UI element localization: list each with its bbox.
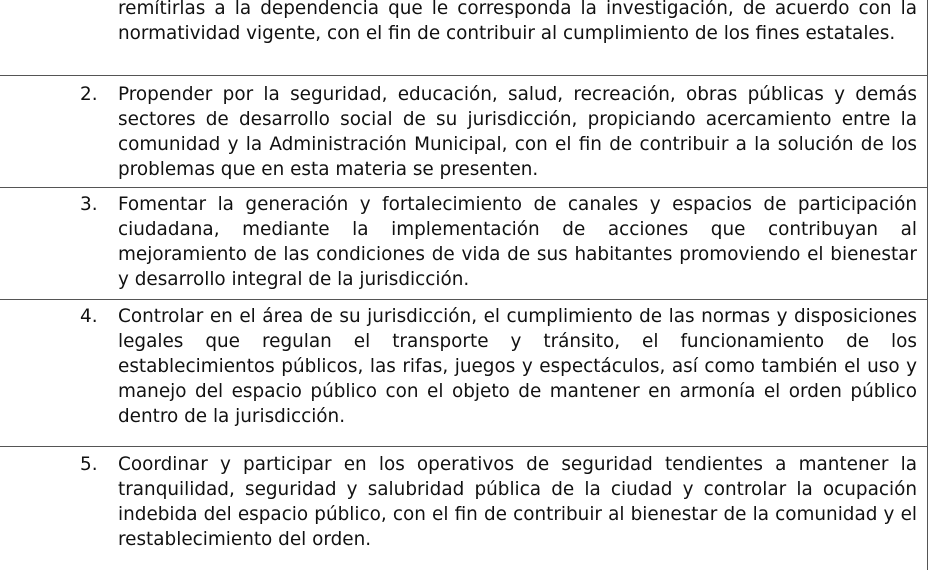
table-row-continued — [0, 0, 927, 75]
item-number: 2. — [80, 84, 98, 105]
table-row-item-5 — [0, 446, 927, 570]
table-row-item-4 — [0, 299, 927, 446]
item-number: 5. — [80, 454, 98, 475]
item-text: Controlar en el área de su jurisdicción, el cumplimiento de las normas y disposiciones legales que regulan el transporte y tránsito, el funcionamiento de los establecimientos públicos, las rifas, juegos y espectáculos, así como también el uso y manejo del espacio público con el objeto de mantener en armonía el orden público dentro de la jurisdicción. — [118, 306, 917, 427]
table-row-item-2 — [0, 75, 927, 187]
item-text: remítirlas a la dependencia que le corresponda la investigación, de acuerdo con la normatividad vigente, con el fin de contribuir al cumplimiento de los fines estatales. — [118, 0, 917, 44]
item-text: Propender por la seguridad, educación, salud, recreación, obras públicas y demás sectores de desarrollo social de su jurisdicción, propiciando acercamiento entre la comunidad y la Administración Municipal, con el fin de contribuir a la solución de los problemas que en esta materia se presenten. — [118, 84, 917, 180]
item-text: Fomentar la generación y fortalecimiento de canales y espacios de participación ciudadana, mediante la implementación de acciones que contribuyan al mejoramiento de las condiciones de vida de sus habitantes promoviendo el bienestar y desarrollo integral de la jurisdicción. — [118, 194, 917, 290]
item-number: 3. — [80, 194, 98, 215]
table-row-item-3 — [0, 187, 927, 299]
item-text: Coordinar y participar en los operativos de seguridad tendientes a mantener la tranquilidad, seguridad y salubridad pública de la ciudad y controlar la ocupación indebida del espacio público, con el fin de contribuir al bienestar de la comunidad y el restablecimiento del orden. — [118, 454, 917, 550]
item-number: 4. — [80, 306, 98, 327]
